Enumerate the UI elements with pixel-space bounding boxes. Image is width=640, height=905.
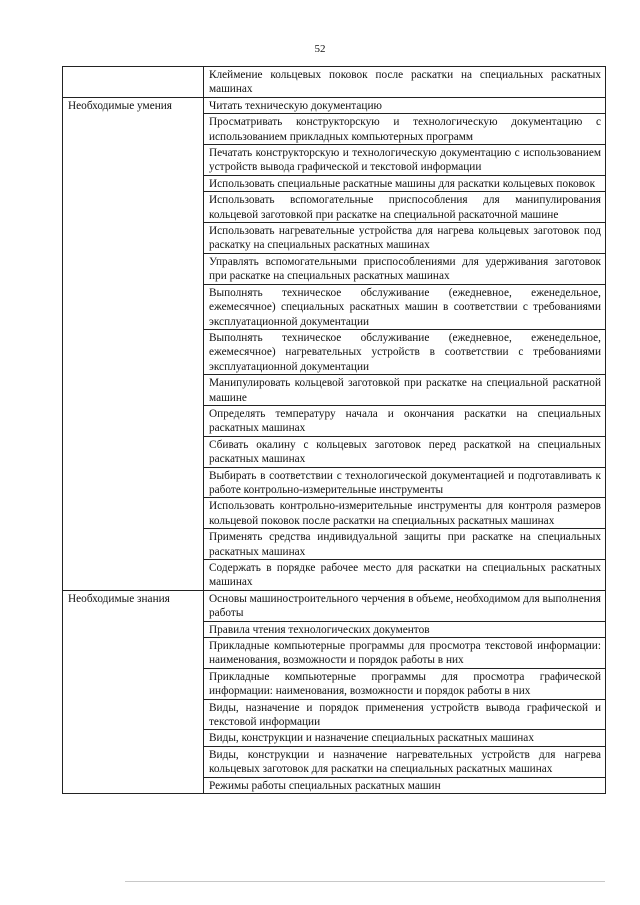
row-description: Выбирать в соответствии с технологической документацией и подготавливать к работе контрольно-измерительные инструменты — [204, 467, 606, 498]
table-body — [63, 67, 606, 794]
row-description: Применять средства индивидуальной защиты при раскатке на специальных раскатных машинах — [204, 529, 606, 560]
row-description: Управлять вспомогательными приспособлениями для удерживания заготовок при раскатке на специальных раскатных машинах — [204, 253, 606, 284]
row-description: Просматривать конструкторскую и технологическую документацию с использованием прикладных компьютерных программ — [204, 114, 606, 145]
row-description: Виды, конструкции и назначение нагревательных устройств для нагрева кольцевых заготовок для раскатки на специальных раскатных машинах — [204, 746, 606, 777]
table-row — [63, 97, 606, 113]
section-label — [63, 67, 204, 98]
row-description: Определять температуру начала и окончания раскатки на специальных раскатных машинах — [204, 405, 606, 436]
row-description: Использовать нагревательные устройства для нагрева кольцевых заготовок под раскатку на специальных раскатных машинах — [204, 223, 606, 254]
row-description: Основы машиностроительного черчения в объеме, необходимом для выполнения работы — [204, 590, 606, 621]
section-label: Необходимые умения — [63, 97, 204, 590]
row-description: Виды, конструкции и назначение специальных раскатных машинах — [204, 730, 606, 746]
row-description: Использовать контрольно-измерительные инструменты для контроля размеров кольцевой поковок после раскатки на специальных раскатных машинах — [204, 498, 606, 529]
row-description: Виды, назначение и порядок применения устройств вывода графической и текстовой информации — [204, 699, 606, 730]
row-description: Прикладные компьютерные программы для просмотра текстовой информации: наименования, возможности и порядок работы в них — [204, 638, 606, 669]
competency-table — [62, 66, 606, 794]
row-description: Выполнять техническое обслуживание (ежедневное, еженедельное, ежемесячное) специальных раскатных машин в соответствии с требованиями эксплуатационной документации — [204, 284, 606, 329]
row-description: Манипулировать кольцевой заготовкой при раскатке на специальной раскатной машине — [204, 375, 606, 406]
row-description: Сбивать окалину с кольцевых заготовок перед раскаткой на специальных раскатных машинах — [204, 436, 606, 467]
row-description: Клеймение кольцевых поковок после раскатки на специальных раскатных машинах — [204, 67, 606, 98]
row-description: Использовать вспомогательные приспособления для манипулирования кольцевой заготовкой при раскатке на специальной раскаточной машине — [204, 192, 606, 223]
row-description: Читать техническую документацию — [204, 97, 606, 113]
row-description: Печатать конструкторскую и технологическую документацию с использованием устройств вывода графической и текстовой информации — [204, 145, 606, 176]
table-row — [63, 590, 606, 621]
table-row — [63, 67, 606, 98]
row-description: Режимы работы специальных раскатных машин — [204, 777, 606, 793]
row-description: Использовать специальные раскатные машины для раскатки кольцевых поковок — [204, 175, 606, 191]
row-description: Содержать в порядке рабочее место для раскатки на специальных раскатных машинах — [204, 560, 606, 591]
row-description: Выполнять техническое обслуживание (ежедневное, еженедельное, ежемесячное) нагревательных устройств в соответствии с требованиями эксплуатационной документации — [204, 329, 606, 374]
row-description: Прикладные компьютерные программы для просмотра графической информации: наименования, возможности и порядок работы в них — [204, 668, 606, 699]
footer-rule — [125, 881, 605, 882]
section-label: Необходимые знания — [63, 590, 204, 793]
page-number: 52 — [314, 43, 326, 55]
row-description: Правила чтения технологических документов — [204, 621, 606, 637]
